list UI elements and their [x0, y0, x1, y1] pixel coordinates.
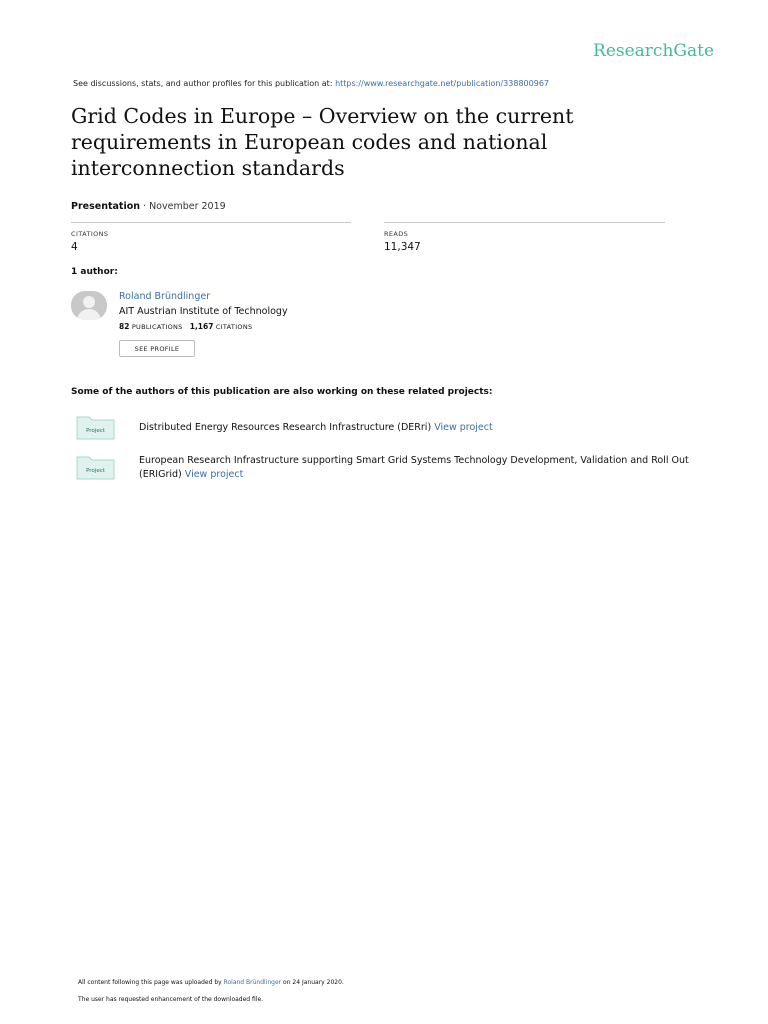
folder-icon	[76, 414, 115, 440]
author-name-link[interactable]: Roland Bründlinger	[119, 291, 211, 302]
discussions-line	[73, 79, 549, 88]
avatar-body-icon	[77, 309, 101, 320]
upload-suffix: on 24 January 2020.	[281, 979, 344, 986]
project-title: European Research Infrastructure supporting Smart Grid Systems Technology Development, Validation and Roll Out (ERIGrid)	[139, 455, 689, 480]
author-citations-label: CITATIONS	[215, 323, 253, 331]
project-folder-icon[interactable]	[76, 414, 115, 440]
author-publications-count: 82	[119, 322, 130, 331]
discussions-prefix: See discussions, stats, and author profiles for this publication at:	[73, 79, 336, 88]
authors-heading: 1 author:	[71, 267, 118, 277]
view-project-link[interactable]: View project	[184, 469, 244, 480]
author-citations-count: 1,167	[189, 322, 214, 331]
publication-url-link[interactable]: https://www.researchgate.net/publication/338800967	[335, 79, 549, 88]
avatar-head-icon	[83, 296, 95, 308]
see-profile-button[interactable]: SEE PROFILE	[119, 340, 195, 357]
citations-label: CITATIONS	[71, 230, 109, 238]
meta-separator: ·	[140, 201, 150, 212]
project-item	[139, 421, 709, 435]
upload-note	[78, 979, 344, 986]
publication-type: Presentation	[71, 201, 140, 212]
related-projects-heading: Some of the authors of this publication are also working on these related projects:	[71, 387, 493, 397]
reads-divider	[384, 222, 665, 223]
reads-value: 11,347	[384, 241, 421, 253]
reads-label: READS	[384, 230, 409, 238]
folder-label: Project	[86, 428, 105, 434]
upload-prefix: All content following this page was uploaded by	[78, 979, 224, 986]
author-avatar[interactable]	[71, 291, 107, 320]
citations-divider	[71, 222, 351, 223]
project-folder-icon[interactable]	[76, 454, 115, 480]
uploader-link[interactable]: Roland Bründlinger	[223, 979, 282, 986]
publication-title: Grid Codes in Europe – Overview on the current requirements in European codes and national interconnection standards	[71, 104, 574, 180]
folder-icon	[76, 454, 115, 480]
author-publications-label: PUBLICATIONS	[131, 323, 183, 331]
citations-value: 4	[71, 241, 78, 253]
view-project-link[interactable]: View project	[434, 422, 493, 433]
author-institution: AIT Austrian Institute of Technology	[119, 306, 288, 317]
folder-label: Project	[86, 468, 105, 474]
project-item	[139, 454, 709, 482]
project-title: Distributed Energy Resources Research Infrastructure (DERri)	[139, 422, 435, 433]
enhancement-note: The user has requested enhancement of the downloaded file.	[78, 996, 264, 1003]
publication-meta	[71, 201, 226, 212]
author-stats	[119, 322, 252, 331]
publication-date: November 2019	[149, 201, 226, 212]
researchgate-logo[interactable]: ResearchGate	[593, 41, 714, 61]
